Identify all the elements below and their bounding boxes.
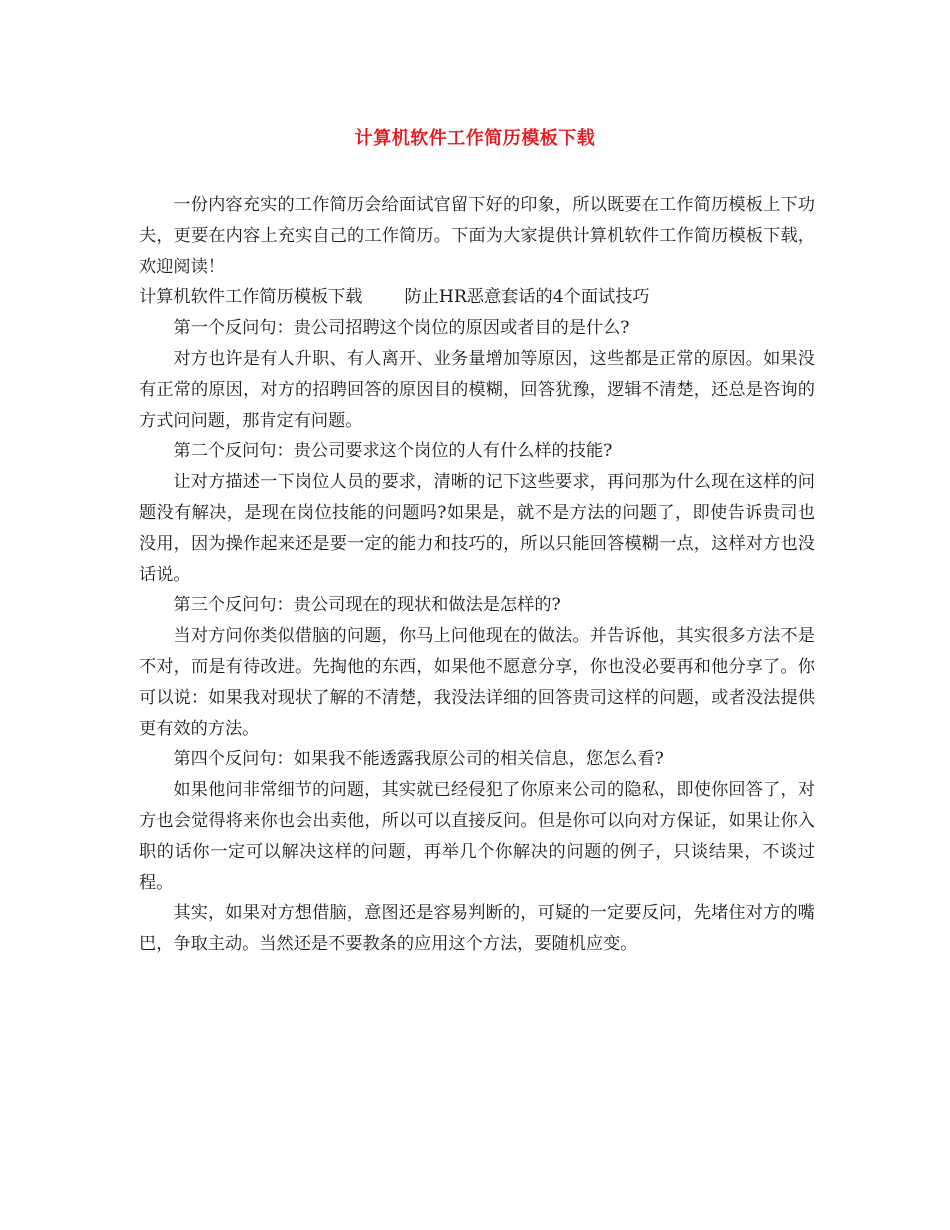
question-3: 第三个反问句：贵公司现在的现状和做法是怎样的?	[173, 595, 561, 616]
subheading-left: 计算机软件工作简历模板下载	[139, 287, 363, 308]
answer-1: 对方也许是有人升职、有人离开、业务量增加等原因，这些都是正常的原因。如果没有正常的原因，对方的招聘回答的原因目的模糊，回答犹豫，逻辑不清楚，还总是咨询的方式问问题，那肯定有问题。	[139, 348, 815, 431]
document-title: 计算机软件工作简历模板下载	[354, 128, 596, 149]
answer-4: 如果他问非常细节的问题，其实就已经侵犯了你原来公司的隐私，即使你回答了，对方也会觉得将来你也会出卖他，所以可以直接反问。但是你可以向对方保证，如果让你入职的话你一定可以解决这样的问题，再举几个你解决的问题的例子，只谈结果，不谈过程。	[139, 780, 815, 893]
document-body	[139, 190, 815, 960]
intro-paragraph: 一份内容充实的工作简历会给面试官留下好的印象，所以既要在工作简历模板上下功夫，更要在内容上充实自己的工作简历。下面为大家提供计算机软件工作简历模板下载，欢迎阅读！	[139, 195, 815, 277]
subheading-right: 防止HR恶意套话的4个面试技巧	[404, 287, 650, 308]
question-4: 第四个反问句：如果我不能透露我原公司的相关信息，您怎么看?	[173, 749, 664, 770]
question-2: 第二个反问句：贵公司要求这个岗位的人有什么样的技能?	[173, 441, 613, 462]
answer-2: 让对方描述一下岗位人员的要求，清晰的记下这些要求，再问那为什么现在这样的问题没有解决，是现在岗位技能的问题吗?如果是，就不是方法的问题了，即使告诉贵司也没用，因为操作起来还是要一定的能力和技巧的，所以只能回答模糊一点，这样对方也没话说。	[139, 472, 815, 585]
question-1: 第一个反问句：贵公司招聘这个岗位的原因或者目的是什么?	[173, 318, 630, 339]
answer-3: 当对方问你类似借脑的问题，你马上问他现在的做法。并告诉他，其实很多方法不是不对，而是有待改进。先掏他的东西，如果他不愿意分享，你也没必要再和他分享了。你可以说：如果我对现状了解的不清楚，我没法详细的回答贵司这样的问题，或者没法提供更有效的方法。	[139, 626, 815, 739]
subheading-line	[139, 282, 815, 313]
conclusion-paragraph: 其实，如果对方想借脑，意图还是容易判断的，可疑的一定要反问，先堵住对方的嘴巴，争取主动。当然还是不要教条的应用这个方法，要随机应变。	[139, 903, 815, 955]
